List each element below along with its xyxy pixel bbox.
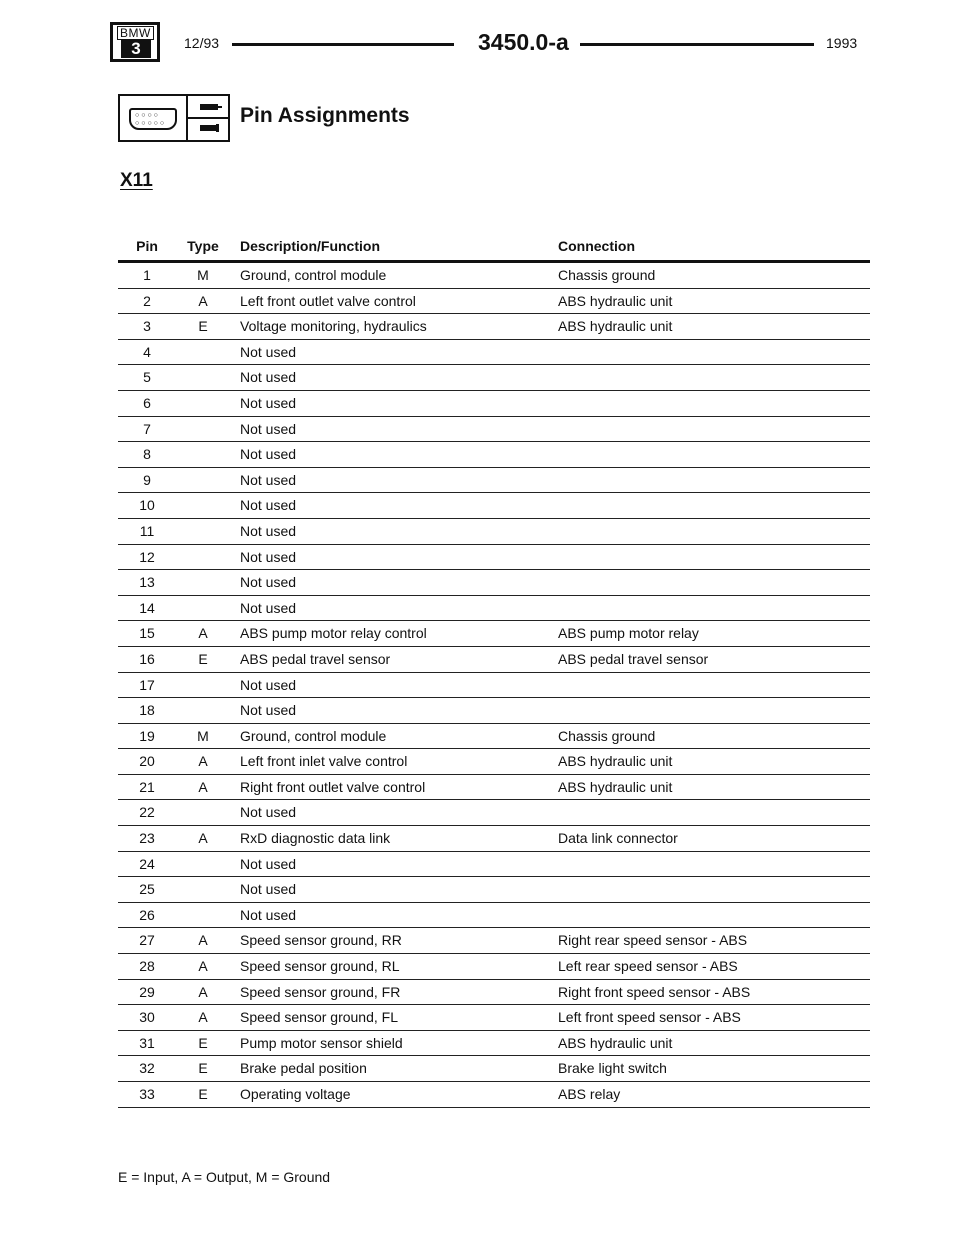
connection-cell: ABS hydraulic unit [558,292,673,309]
table-row [118,903,870,929]
connection-cell: Data link connector [558,830,678,847]
type-cell: A [198,625,208,642]
connection-cell: ABS hydraulic unit [558,1034,673,1051]
pin-cell: 4 [143,343,151,360]
pin-cell: 31 [139,1034,155,1051]
pin-cell: 15 [139,625,155,642]
table-row [118,954,870,980]
table-row [118,417,870,443]
header-description: Description/Function [240,238,380,254]
description-cell: Brake pedal position [240,1060,367,1077]
pin-cell: 12 [139,548,155,565]
pin-cell: 9 [143,471,151,488]
pin-cell: 8 [143,446,151,463]
table-body [118,263,870,1108]
description-cell: Not used [240,522,297,539]
table-row [118,647,870,673]
type-cell: A [198,1009,208,1026]
pin-cell: 1 [143,267,151,283]
description-cell: Not used [240,906,297,923]
connection-cell: Right front speed sensor - ABS [558,983,751,1000]
pin-cell: 3 [143,318,151,335]
description-cell: Speed sensor ground, RR [240,932,402,949]
table-row [118,698,870,724]
description-cell: Not used [240,855,297,872]
type-cell: E [198,650,208,667]
pin-cell: 20 [139,753,155,770]
description-cell: Pump motor sensor shield [240,1034,403,1051]
header-connection: Connection [558,238,635,254]
pin-cell: 22 [139,804,155,821]
type-cell: A [198,830,208,847]
description-cell: Not used [240,497,297,514]
table-row [118,596,870,622]
table-row [118,852,870,878]
description-cell: ABS pedal travel sensor [240,650,391,667]
description-cell: Left front inlet valve control [240,753,408,770]
connection-cell: ABS hydraulic unit [558,753,673,770]
connection-cell: ABS pedal travel sensor [558,650,709,667]
bmw-logo-text: BMW [117,26,154,40]
table-row [118,391,870,417]
table-row [118,1005,870,1031]
description-cell: Not used [240,599,297,616]
pin-cell: 13 [139,574,155,591]
connection-cell: Left front speed sensor - ABS [558,1009,741,1026]
table-row [118,749,870,775]
connection-cell: ABS hydraulic unit [558,778,673,795]
pin-cell: 26 [139,906,155,923]
table-header [118,236,870,263]
table-row [118,928,870,954]
legend-footnote: E = Input, A = Output, M = Ground [118,1169,331,1185]
table-row [118,545,870,571]
type-cell: E [198,318,208,335]
table-row [118,1031,870,1057]
table-row [118,826,870,852]
table-row [118,621,870,647]
table-row [118,1056,870,1082]
description-cell: RxD diagnostic data link [240,830,391,847]
type-cell: A [198,778,208,795]
connection-cell: ABS hydraulic unit [558,318,673,335]
type-cell: A [198,292,208,309]
document-number: 3450.0-a [478,29,569,55]
description-cell: Speed sensor ground, FL [240,1009,398,1026]
header-rule-right [580,43,814,46]
pin-cell: 5 [143,369,151,386]
description-cell: Not used [240,881,297,898]
table-row [118,289,870,315]
pin-table [118,236,870,1108]
connection-cell: Chassis ground [558,727,656,744]
type-cell: E [198,1086,208,1102]
table-row [118,775,870,801]
table-row [118,1082,870,1108]
table-row [118,263,870,289]
table-row [118,673,870,699]
connector-icon: ○○○○ ○○○○○ [118,94,188,142]
pin-cell: 27 [139,932,155,949]
description-cell: Not used [240,420,297,437]
pin-cell: 18 [139,702,155,719]
pin-cell: 17 [139,676,155,693]
description-cell: Left front outlet valve control [240,292,416,309]
pin-cell: 11 [139,522,155,539]
pin-cell: 7 [143,420,151,437]
description-cell: Not used [240,446,297,463]
pin-cell: 2 [143,292,151,309]
table-row [118,980,870,1006]
pin-assignment-icon [186,94,230,142]
pin-cell: 16 [139,650,155,667]
description-cell: Operating voltage [240,1086,351,1102]
description-cell: Not used [240,804,297,821]
type-cell: A [198,983,208,1000]
description-cell: Not used [240,702,297,719]
description-cell: Not used [240,369,297,386]
pin-cell: 10 [139,497,155,514]
header-year: 1993 [826,35,858,51]
table-row [118,468,870,494]
table-row [118,314,870,340]
connection-cell: Brake light switch [558,1060,667,1077]
header-pin: Pin [136,238,158,254]
pin-cell: 28 [139,958,155,975]
type-cell: E [198,1060,208,1077]
page-header [110,22,870,64]
pin-cell: 25 [139,881,155,898]
bmw-3-series-logo [110,22,160,62]
connection-cell: Chassis ground [558,267,656,283]
description-cell: Not used [240,548,297,565]
description-cell: Speed sensor ground, RL [240,958,400,975]
table-row [118,570,870,596]
header-rule-left [232,43,454,46]
pin-cell: 33 [139,1086,155,1102]
pin-cell: 32 [139,1060,155,1077]
table-row [118,519,870,545]
connection-cell: Right rear speed sensor - ABS [558,932,748,949]
table-row [118,800,870,826]
header-type: Type [187,238,219,254]
page-title: Pin Assignments [240,104,410,127]
table-row [118,493,870,519]
table-row [118,442,870,468]
description-cell: Ground, control module [240,727,387,744]
description-cell: Speed sensor ground, FR [240,983,401,1000]
pin-cell: 14 [139,599,155,616]
table-row [118,724,870,750]
table-row [118,340,870,366]
description-cell: Not used [240,343,297,360]
description-cell: Right front outlet valve control [240,778,426,795]
pin-cell: 6 [143,394,151,411]
type-cell: A [198,958,208,975]
description-cell: Not used [240,574,297,591]
description-cell: ABS pump motor relay control [240,625,427,642]
pin-cell: 19 [139,727,155,744]
series-number: 3 [121,40,151,58]
type-cell: M [197,727,209,744]
header-date: 12/93 [184,35,220,51]
type-cell: M [197,267,209,283]
table-row [118,877,870,903]
pin-cell: 21 [139,778,155,795]
description-cell: Voltage monitoring, hydraulics [240,318,427,335]
connection-cell: ABS relay [558,1086,621,1102]
type-cell: E [198,1034,208,1051]
pin-cell: 29 [139,983,155,1000]
pin-cell: 23 [139,830,155,847]
description-cell: Not used [240,471,297,488]
description-cell: Not used [240,676,297,693]
type-cell: A [198,932,208,949]
type-cell: A [198,753,208,770]
description-cell: Ground, control module [240,267,387,283]
connector-label: X11 [120,170,153,191]
connection-cell: ABS pump motor relay [558,625,699,642]
table-row [118,365,870,391]
connection-cell: Left rear speed sensor - ABS [558,958,738,975]
description-cell: Not used [240,394,297,411]
pin-cell: 24 [139,855,155,872]
pin-cell: 30 [139,1009,155,1026]
